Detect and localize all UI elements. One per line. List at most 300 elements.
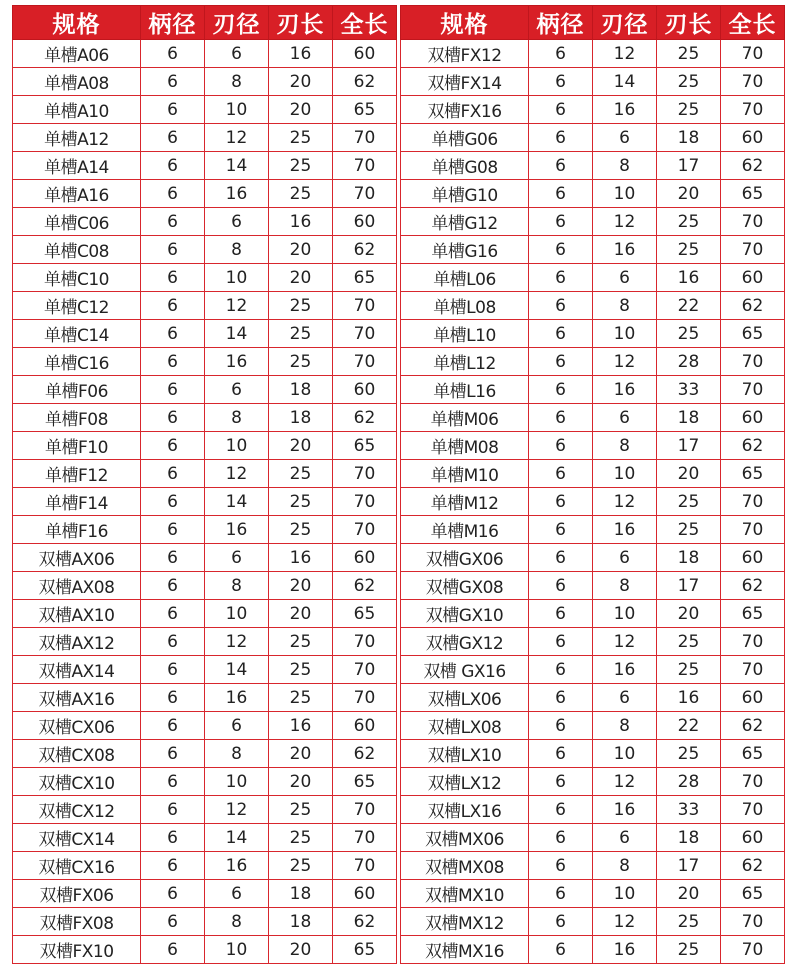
table-row [401,684,785,712]
blade-diameter-cell: 10 [205,768,269,796]
blade-diameter-cell: 12 [205,124,269,152]
blade-length-cell: 25 [657,908,721,936]
blade-diameter-cell: 14 [205,656,269,684]
blade-diameter-cell: 16 [205,348,269,376]
spec-cell: 双槽CX10 [13,768,141,796]
spec-cell: 单槽G06 [401,124,529,152]
spec-cell: 双槽LX12 [401,768,529,796]
spec-cell: 单槽M12 [401,488,529,516]
shank-diameter-cell: 6 [529,852,593,880]
table-row [401,908,785,936]
blade-length-cell: 20 [269,740,333,768]
total-length-cell: 60 [333,40,397,68]
table-row [401,152,785,180]
table-row [401,712,785,740]
spec-cell: 单槽F16 [13,516,141,544]
blade-diameter-cell: 10 [593,740,657,768]
spec-cell: 单槽A12 [13,124,141,152]
blade-length-cell: 25 [657,96,721,124]
blade-diameter-cell: 8 [205,404,269,432]
total-length-cell: 70 [721,488,785,516]
spec-cell: 双槽AX10 [13,600,141,628]
spec-cell: 双槽MX12 [401,908,529,936]
table-row [13,628,397,656]
total-length-cell: 70 [333,292,397,320]
spec-cell: 单槽A10 [13,96,141,124]
blade-diameter-cell: 16 [205,852,269,880]
spec-cell: 单槽C16 [13,348,141,376]
blade-length-cell: 17 [657,152,721,180]
total-length-cell: 70 [721,908,785,936]
spec-cell: 单槽F10 [13,432,141,460]
spec-cell: 双槽AX08 [13,572,141,600]
blade-diameter-cell: 8 [593,852,657,880]
blade-length-cell: 20 [269,936,333,964]
spec-cell: 双槽FX16 [401,96,529,124]
table-row [13,516,397,544]
shank-diameter-cell: 6 [529,880,593,908]
table-row [13,208,397,236]
blade-diameter-cell: 16 [205,684,269,712]
spec-cell: 单槽M08 [401,432,529,460]
shank-diameter-cell: 6 [141,880,205,908]
shank-diameter-cell: 6 [529,544,593,572]
blade-length-cell: 17 [657,432,721,460]
blade-length-cell: 28 [657,348,721,376]
blade-length-cell: 22 [657,292,721,320]
blade-diameter-cell: 6 [593,124,657,152]
blade-length-cell: 25 [657,208,721,236]
blade-diameter-cell: 10 [205,936,269,964]
total-length-cell: 60 [721,404,785,432]
blade-diameter-cell: 10 [205,96,269,124]
header-blade-length: 刃长 [657,6,721,40]
total-length-cell: 60 [721,124,785,152]
total-length-cell: 70 [721,768,785,796]
header-row [13,6,397,40]
total-length-cell: 70 [333,124,397,152]
blade-length-cell: 16 [269,40,333,68]
blade-length-cell: 20 [269,96,333,124]
total-length-cell: 62 [333,404,397,432]
total-length-cell: 70 [721,68,785,96]
blade-length-cell: 25 [269,320,333,348]
shank-diameter-cell: 6 [529,96,593,124]
shank-diameter-cell: 6 [141,460,205,488]
total-length-cell: 70 [333,852,397,880]
spec-cell: 双槽FX06 [13,880,141,908]
blade-length-cell: 20 [269,264,333,292]
blade-diameter-cell: 14 [205,824,269,852]
blade-length-cell: 16 [269,544,333,572]
total-length-cell: 70 [333,796,397,824]
table-row [401,432,785,460]
shank-diameter-cell: 6 [529,600,593,628]
shank-diameter-cell: 6 [141,124,205,152]
total-length-cell: 65 [721,740,785,768]
blade-diameter-cell: 10 [593,600,657,628]
blade-diameter-cell: 12 [593,768,657,796]
spec-cell: 单槽F12 [13,460,141,488]
shank-diameter-cell: 6 [529,740,593,768]
spec-cell: 双槽CX06 [13,712,141,740]
spec-cell: 双槽AX12 [13,628,141,656]
table-row [401,208,785,236]
blade-length-cell: 25 [269,152,333,180]
shank-diameter-cell: 6 [529,376,593,404]
blade-length-cell: 28 [657,768,721,796]
total-length-cell: 70 [721,208,785,236]
total-length-cell: 65 [333,96,397,124]
spec-cell: 单槽C12 [13,292,141,320]
blade-diameter-cell: 12 [205,460,269,488]
spec-table-right [400,5,785,964]
shank-diameter-cell: 6 [529,264,593,292]
total-length-cell: 65 [333,264,397,292]
table-row [401,376,785,404]
spec-cell: 单槽C08 [13,236,141,264]
blade-length-cell: 25 [657,656,721,684]
blade-diameter-cell: 8 [593,292,657,320]
table-row [401,880,785,908]
blade-length-cell: 20 [657,180,721,208]
spec-cell: 单槽A06 [13,40,141,68]
total-length-cell: 70 [333,348,397,376]
blade-diameter-cell: 6 [593,824,657,852]
table-row [13,348,397,376]
table-row [401,404,785,432]
shank-diameter-cell: 6 [529,516,593,544]
total-length-cell: 62 [333,68,397,96]
blade-diameter-cell: 6 [593,684,657,712]
blade-length-cell: 25 [657,628,721,656]
total-length-cell: 65 [721,460,785,488]
spec-cell: 双槽GX06 [401,544,529,572]
blade-length-cell: 25 [269,180,333,208]
shank-diameter-cell: 6 [141,852,205,880]
total-length-cell: 62 [721,432,785,460]
total-length-cell: 62 [333,740,397,768]
blade-length-cell: 17 [657,852,721,880]
blade-diameter-cell: 12 [593,628,657,656]
blade-diameter-cell: 16 [593,796,657,824]
shank-diameter-cell: 6 [529,152,593,180]
blade-diameter-cell: 12 [593,488,657,516]
blade-length-cell: 25 [269,824,333,852]
blade-length-cell: 18 [269,908,333,936]
shank-diameter-cell: 6 [141,432,205,460]
shank-diameter-cell: 6 [141,488,205,516]
blade-length-cell: 25 [657,320,721,348]
shank-diameter-cell: 6 [529,348,593,376]
table-row [13,852,397,880]
shank-diameter-cell: 6 [141,936,205,964]
table-row [13,936,397,964]
shank-diameter-cell: 6 [141,40,205,68]
spec-cell: 单槽L10 [401,320,529,348]
table-row [13,236,397,264]
spec-cell: 单槽M06 [401,404,529,432]
blade-length-cell: 25 [657,68,721,96]
shank-diameter-cell: 6 [529,124,593,152]
total-length-cell: 62 [333,908,397,936]
blade-diameter-cell: 10 [205,432,269,460]
spec-cell: 双槽LX08 [401,712,529,740]
table-row [401,600,785,628]
header-row [401,6,785,40]
blade-diameter-cell: 16 [593,516,657,544]
blade-length-cell: 20 [657,460,721,488]
blade-diameter-cell: 16 [593,656,657,684]
total-length-cell: 65 [721,180,785,208]
spec-cell: 单槽L06 [401,264,529,292]
total-length-cell: 60 [721,544,785,572]
total-length-cell: 62 [721,152,785,180]
blade-length-cell: 16 [269,208,333,236]
spec-cell: 双槽LX16 [401,796,529,824]
shank-diameter-cell: 6 [141,180,205,208]
table-row [401,488,785,516]
total-length-cell: 70 [721,376,785,404]
blade-length-cell: 25 [657,488,721,516]
shank-diameter-cell: 6 [141,264,205,292]
header-blade-length: 刃长 [269,6,333,40]
blade-diameter-cell: 8 [593,432,657,460]
spec-cell: 双槽 GX16 [401,656,529,684]
shank-diameter-cell: 6 [529,208,593,236]
blade-length-cell: 17 [657,572,721,600]
table-row [13,320,397,348]
table-row [13,180,397,208]
total-length-cell: 62 [333,236,397,264]
blade-diameter-cell: 8 [593,572,657,600]
table-header [13,6,397,40]
blade-length-cell: 25 [269,348,333,376]
blade-length-cell: 20 [657,880,721,908]
table-row [401,40,785,68]
shank-diameter-cell: 6 [141,96,205,124]
blade-length-cell: 25 [269,628,333,656]
blade-length-cell: 18 [657,544,721,572]
spec-cell: 单槽L08 [401,292,529,320]
blade-length-cell: 25 [269,292,333,320]
shank-diameter-cell: 6 [529,572,593,600]
blade-length-cell: 20 [269,768,333,796]
table-row [401,796,785,824]
spec-cell: 双槽MX06 [401,824,529,852]
blade-length-cell: 25 [269,796,333,824]
total-length-cell: 62 [721,572,785,600]
total-length-cell: 60 [721,684,785,712]
total-length-cell: 70 [721,96,785,124]
shank-diameter-cell: 6 [141,600,205,628]
table-row [401,852,785,880]
total-length-cell: 70 [333,656,397,684]
table-body [13,40,397,964]
table-row [13,908,397,936]
shank-diameter-cell: 6 [141,320,205,348]
table-row [13,824,397,852]
shank-diameter-cell: 6 [141,544,205,572]
shank-diameter-cell: 6 [141,712,205,740]
blade-length-cell: 25 [269,124,333,152]
spec-cell: 单槽L16 [401,376,529,404]
table-row [13,68,397,96]
table-header [401,6,785,40]
total-length-cell: 70 [333,320,397,348]
blade-length-cell: 25 [269,516,333,544]
table-row [13,796,397,824]
blade-length-cell: 18 [269,880,333,908]
spec-cell: 双槽LX10 [401,740,529,768]
spec-cell: 单槽F08 [13,404,141,432]
blade-length-cell: 18 [657,404,721,432]
blade-diameter-cell: 14 [205,320,269,348]
spec-cell: 双槽LX06 [401,684,529,712]
spec-cell: 单槽C14 [13,320,141,348]
spec-cell: 双槽AX14 [13,656,141,684]
spec-cell: 单槽M10 [401,460,529,488]
blade-length-cell: 20 [269,432,333,460]
spec-cell: 双槽GX12 [401,628,529,656]
blade-length-cell: 20 [269,236,333,264]
spec-cell: 单槽F06 [13,376,141,404]
total-length-cell: 60 [333,376,397,404]
table-row [401,180,785,208]
shank-diameter-cell: 6 [141,208,205,236]
total-length-cell: 70 [333,516,397,544]
blade-diameter-cell: 8 [593,152,657,180]
spec-cell: 单槽A16 [13,180,141,208]
shank-diameter-cell: 6 [529,180,593,208]
spec-cell: 双槽FX14 [401,68,529,96]
blade-diameter-cell: 10 [593,180,657,208]
blade-length-cell: 20 [269,572,333,600]
spec-cell: 双槽FX12 [401,40,529,68]
total-length-cell: 70 [333,152,397,180]
table-row [13,880,397,908]
blade-diameter-cell: 6 [205,544,269,572]
shank-diameter-cell: 6 [141,376,205,404]
header-shank-diameter: 柄径 [141,6,205,40]
blade-length-cell: 25 [657,516,721,544]
blade-diameter-cell: 8 [205,740,269,768]
table-row [13,656,397,684]
blade-length-cell: 20 [269,600,333,628]
spec-cell: 单槽F14 [13,488,141,516]
blade-length-cell: 20 [657,600,721,628]
blade-diameter-cell: 12 [205,628,269,656]
blade-length-cell: 18 [657,124,721,152]
table-row [401,656,785,684]
header-spec: 规格 [401,6,529,40]
spec-cell: 双槽CX08 [13,740,141,768]
shank-diameter-cell: 6 [529,404,593,432]
blade-diameter-cell: 14 [205,488,269,516]
blade-diameter-cell: 16 [593,96,657,124]
shank-diameter-cell: 6 [141,656,205,684]
table-row [13,768,397,796]
shank-diameter-cell: 6 [141,628,205,656]
blade-diameter-cell: 16 [593,236,657,264]
blade-diameter-cell: 8 [205,236,269,264]
total-length-cell: 70 [333,628,397,656]
shank-diameter-cell: 6 [529,824,593,852]
blade-diameter-cell: 16 [205,516,269,544]
table-row [401,124,785,152]
table-row [13,292,397,320]
spec-cell: 单槽C06 [13,208,141,236]
table-row [13,544,397,572]
total-length-cell: 70 [721,796,785,824]
shank-diameter-cell: 6 [529,460,593,488]
total-length-cell: 60 [333,880,397,908]
blade-length-cell: 20 [269,68,333,96]
blade-diameter-cell: 12 [593,208,657,236]
spec-cell: 单槽A08 [13,68,141,96]
total-length-cell: 62 [721,712,785,740]
blade-diameter-cell: 6 [205,880,269,908]
total-length-cell: 70 [333,488,397,516]
total-length-cell: 60 [721,824,785,852]
total-length-cell: 65 [333,432,397,460]
spec-cell: 双槽FX10 [13,936,141,964]
table-row [401,936,785,964]
table-row [401,572,785,600]
shank-diameter-cell: 6 [529,712,593,740]
blade-diameter-cell: 6 [593,404,657,432]
blade-diameter-cell: 12 [205,292,269,320]
total-length-cell: 70 [721,236,785,264]
shank-diameter-cell: 6 [141,768,205,796]
spec-cell: 双槽CX12 [13,796,141,824]
header-total-length: 全长 [333,6,397,40]
spec-cell: 双槽GX10 [401,600,529,628]
table-row [13,376,397,404]
blade-length-cell: 25 [269,488,333,516]
blade-length-cell: 22 [657,712,721,740]
total-length-cell: 70 [721,516,785,544]
table-row [401,824,785,852]
shank-diameter-cell: 6 [529,796,593,824]
blade-diameter-cell: 14 [593,68,657,96]
header-blade-diameter: 刃径 [593,6,657,40]
blade-diameter-cell: 10 [593,880,657,908]
blade-length-cell: 25 [657,740,721,768]
total-length-cell: 60 [721,264,785,292]
table-row [13,152,397,180]
table-row [13,404,397,432]
table-row [13,684,397,712]
shank-diameter-cell: 6 [141,348,205,376]
blade-length-cell: 25 [657,236,721,264]
spec-cell: 双槽CX14 [13,824,141,852]
blade-length-cell: 25 [269,656,333,684]
shank-diameter-cell: 6 [529,684,593,712]
blade-diameter-cell: 16 [593,936,657,964]
table-row [401,460,785,488]
spec-cell: 单槽G10 [401,180,529,208]
shank-diameter-cell: 6 [141,404,205,432]
table-row [401,68,785,96]
shank-diameter-cell: 6 [529,320,593,348]
table-row [401,348,785,376]
blade-diameter-cell: 12 [593,348,657,376]
spec-table-left [12,5,397,964]
total-length-cell: 70 [333,824,397,852]
spec-cell: 单槽G08 [401,152,529,180]
blade-length-cell: 25 [657,936,721,964]
